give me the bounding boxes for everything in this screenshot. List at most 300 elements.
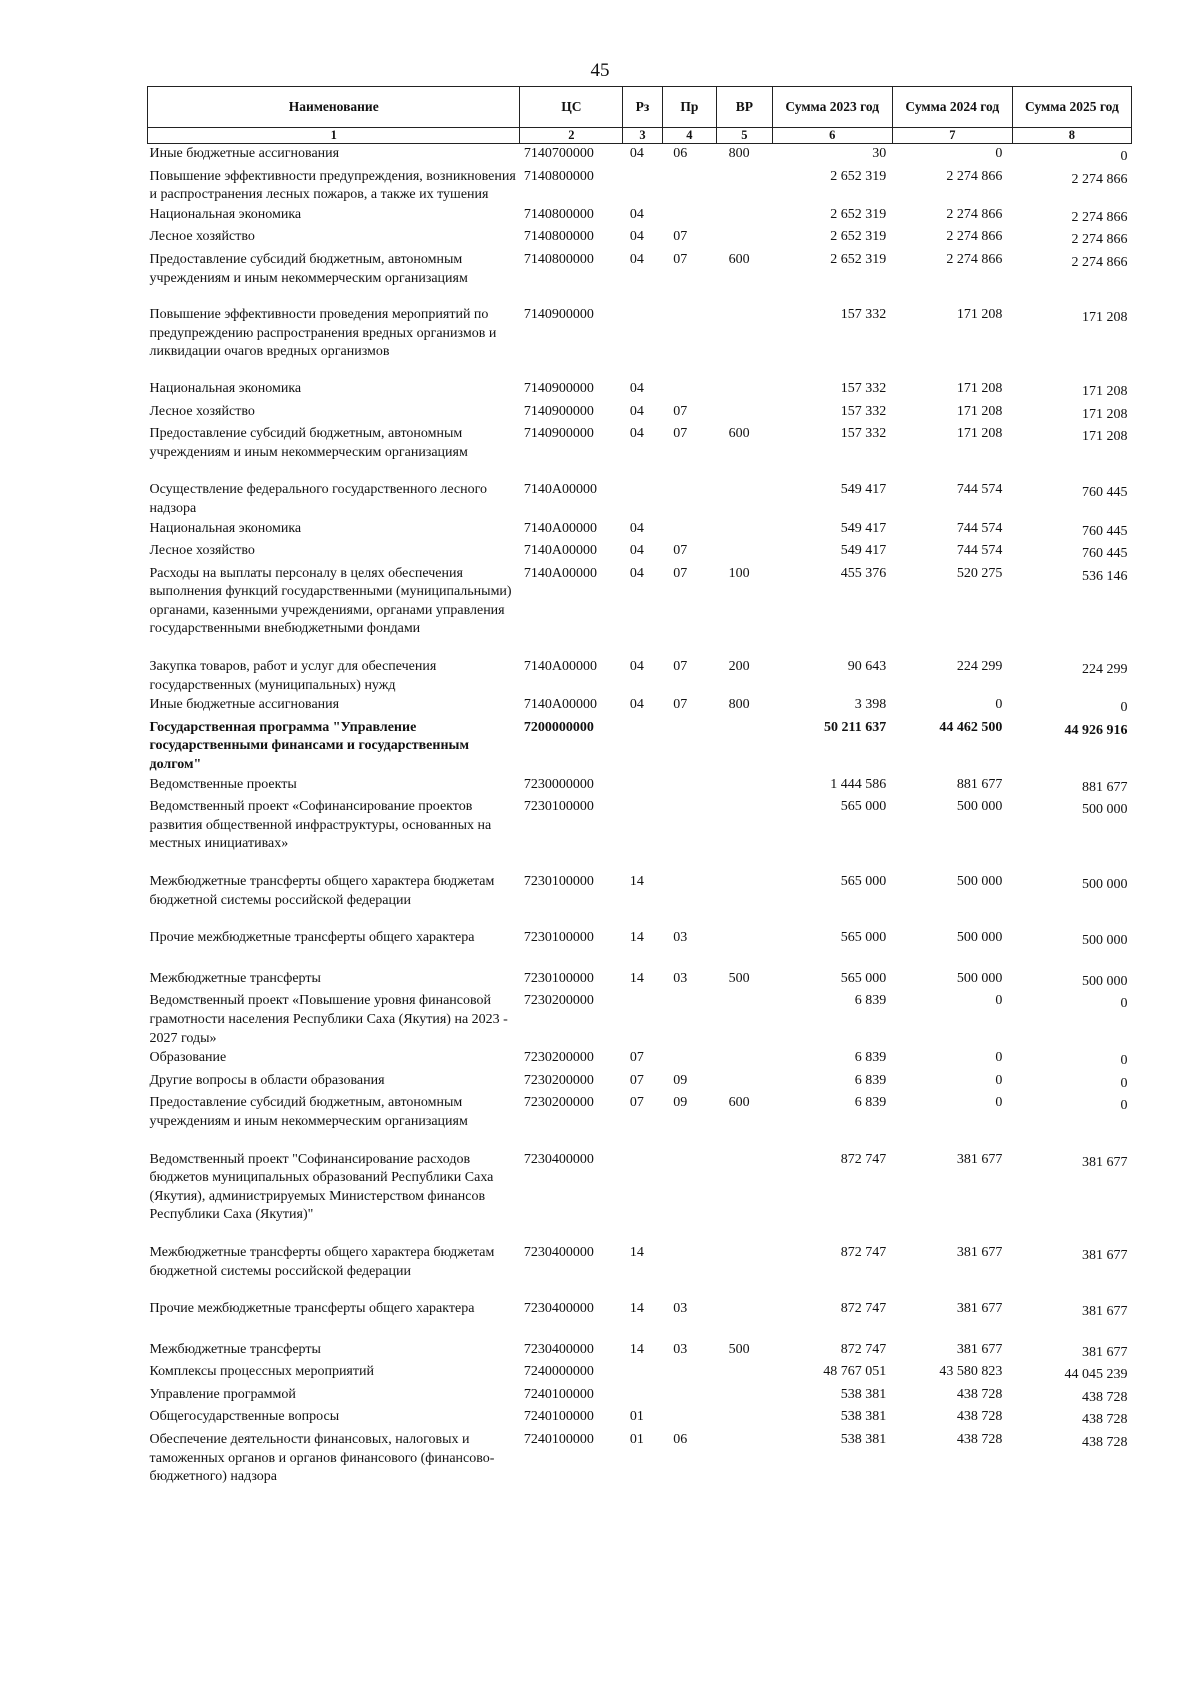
row-pr bbox=[662, 1385, 716, 1408]
row-sum-2024: 438 728 bbox=[956, 1386, 1003, 1402]
row-sum-2024: 520 275 bbox=[956, 565, 1003, 581]
table-row bbox=[148, 1048, 1132, 1071]
row-sum-2023: 6 839 bbox=[854, 1095, 887, 1111]
row-pr bbox=[662, 167, 716, 205]
row-vr bbox=[717, 1048, 773, 1071]
row-rz: 04 bbox=[629, 146, 644, 161]
row-name: Прочие межбюджетные трансферты общего характера bbox=[149, 1301, 475, 1317]
table-row bbox=[148, 144, 1132, 167]
row-rz bbox=[623, 991, 662, 1048]
row-code: 7230200000 bbox=[523, 1095, 594, 1111]
row-code: 7140900000 bbox=[523, 380, 594, 396]
row-sum-2025: 760 445 bbox=[1082, 485, 1128, 501]
row-rz: 14 bbox=[629, 1341, 644, 1357]
row-sum-2025: 2 274 866 bbox=[1071, 171, 1128, 187]
table-row bbox=[148, 227, 1132, 250]
row-sum-2023: 565 000 bbox=[840, 874, 887, 889]
row-sum-2024: 44 462 500 bbox=[939, 719, 1003, 735]
row-rz: 04 bbox=[629, 206, 644, 222]
row-code: 7230200000 bbox=[523, 1072, 594, 1088]
row-sum-2024: 0 bbox=[995, 1050, 1003, 1066]
row-sum-2024: 381 677 bbox=[956, 1151, 1003, 1167]
row-vr bbox=[717, 1362, 773, 1385]
row-sum-2023: 872 747 bbox=[840, 1244, 887, 1260]
row-sum-2025: 381 677 bbox=[1082, 1304, 1128, 1320]
row-name: Комплексы процессных мероприятий bbox=[149, 1364, 374, 1380]
row-name: Межбюджетные трансферты общего характера бюджетам бюджетной системы российской федерации bbox=[149, 874, 495, 908]
row-code: 7140900000 bbox=[523, 403, 594, 419]
row-sum-2024: 881 677 bbox=[956, 776, 1003, 792]
row-pr bbox=[662, 1150, 716, 1243]
row-rz: 14 bbox=[629, 1301, 644, 1317]
row-rz bbox=[623, 167, 662, 205]
table-body bbox=[148, 144, 1132, 1487]
row-name: Другие вопросы в области образования bbox=[149, 1072, 385, 1088]
row-pr: 07 bbox=[673, 251, 688, 267]
row-rz: 04 bbox=[629, 380, 644, 396]
table-row bbox=[148, 379, 1132, 402]
row-rz: 07 bbox=[629, 1050, 644, 1066]
row-pr: 09 bbox=[673, 1095, 688, 1111]
row-name: Лесное хозяйство bbox=[149, 403, 255, 419]
column-number: 4 bbox=[662, 128, 716, 144]
row-sum-2024: 224 299 bbox=[956, 659, 1003, 675]
row-sum-2023: 2 652 319 bbox=[830, 229, 887, 245]
row-rz bbox=[623, 305, 662, 379]
row-sum-2025: 500 000 bbox=[1082, 802, 1128, 818]
row-vr bbox=[717, 1407, 773, 1430]
row-code: 7140А00000 bbox=[523, 659, 598, 675]
row-sum-2023: 90 643 bbox=[847, 659, 887, 675]
row-vr bbox=[717, 1430, 773, 1487]
column-number: 2 bbox=[520, 128, 623, 144]
row-name: Закупка товаров, работ и услуг для обеспечения государственных (муниципальных) нужд bbox=[149, 659, 437, 693]
row-pr: 06 bbox=[673, 146, 688, 161]
row-sum-2023: 455 376 bbox=[840, 565, 887, 581]
row-code: 7140800000 bbox=[523, 206, 594, 222]
row-sum-2025: 0 bbox=[1120, 1098, 1128, 1114]
row-pr bbox=[662, 305, 716, 379]
row-pr bbox=[662, 1362, 716, 1385]
row-rz: 07 bbox=[629, 1095, 644, 1111]
row-rz: 14 bbox=[629, 970, 644, 986]
row-rz: 04 bbox=[629, 229, 644, 245]
row-pr bbox=[662, 205, 716, 228]
row-pr bbox=[662, 1407, 716, 1430]
row-sum-2023: 549 417 bbox=[840, 520, 887, 536]
table-row bbox=[148, 480, 1132, 518]
row-vr bbox=[717, 1150, 773, 1243]
row-sum-2025: 0 bbox=[1120, 1053, 1128, 1069]
row-sum-2023: 538 381 bbox=[840, 1409, 887, 1425]
row-sum-2025: 381 677 bbox=[1082, 1154, 1128, 1170]
row-sum-2024: 0 bbox=[995, 1072, 1003, 1088]
row-name: Государственная программа "Управление государственными финансами и государственным долгом" bbox=[149, 719, 469, 773]
row-vr bbox=[717, 519, 773, 542]
row-sum-2025: 881 677 bbox=[1082, 779, 1128, 795]
row-code: 7140700000 bbox=[523, 146, 594, 161]
row-sum-2025: 536 146 bbox=[1082, 568, 1128, 584]
row-sum-2023: 2 652 319 bbox=[830, 251, 887, 267]
row-vr: 800 bbox=[728, 697, 750, 713]
row-rz: 01 bbox=[629, 1432, 644, 1448]
row-name: Осуществление федерального государственного лесного надзора bbox=[149, 482, 487, 516]
row-sum-2024: 43 580 823 bbox=[939, 1364, 1003, 1380]
row-rz: 04 bbox=[629, 565, 644, 581]
row-sum-2023: 3 398 bbox=[854, 697, 887, 713]
row-name: Общегосударственные вопросы bbox=[149, 1409, 340, 1425]
row-name: Национальная экономика bbox=[149, 206, 302, 222]
row-sum-2024: 381 677 bbox=[956, 1341, 1003, 1357]
row-vr bbox=[717, 227, 773, 250]
row-vr: 500 bbox=[728, 970, 750, 986]
row-sum-2023: 538 381 bbox=[840, 1386, 887, 1402]
table-row bbox=[148, 1407, 1132, 1430]
row-pr: 09 bbox=[673, 1072, 688, 1088]
column-number: 1 bbox=[148, 128, 520, 144]
row-vr bbox=[717, 480, 773, 518]
row-rz: 04 bbox=[629, 403, 644, 419]
row-pr: 07 bbox=[673, 403, 688, 419]
table-row bbox=[148, 1071, 1132, 1094]
row-name: Прочие межбюджетные трансферты общего характера bbox=[149, 930, 475, 946]
table-row bbox=[148, 1362, 1132, 1385]
header-cs: ЦС bbox=[520, 87, 623, 128]
row-name: Предоставление субсидий бюджетным, автономным учреждениям и иным некоммерческим организациям bbox=[149, 426, 468, 460]
row-code: 7140800000 bbox=[523, 229, 594, 245]
row-rz: 01 bbox=[629, 1409, 644, 1425]
row-sum-2024: 0 bbox=[995, 146, 1003, 161]
row-pr bbox=[662, 1048, 716, 1071]
row-code: 7140900000 bbox=[523, 426, 594, 442]
row-sum-2025: 438 728 bbox=[1082, 1435, 1128, 1451]
row-code: 7230400000 bbox=[523, 1341, 594, 1357]
row-name: Управление программой bbox=[149, 1386, 296, 1402]
row-pr: 07 bbox=[673, 697, 688, 713]
row-vr bbox=[717, 1243, 773, 1299]
row-vr: 800 bbox=[728, 146, 750, 161]
row-name: Ведомственные проекты bbox=[149, 776, 297, 792]
column-number: 7 bbox=[892, 128, 1012, 144]
table-row bbox=[148, 250, 1132, 305]
table-row bbox=[148, 564, 1132, 657]
row-code: 7140А00000 bbox=[523, 565, 598, 581]
row-sum-2023: 6 839 bbox=[854, 1072, 887, 1088]
row-code: 7140А00000 bbox=[523, 697, 598, 713]
row-vr bbox=[717, 541, 773, 564]
row-vr bbox=[717, 402, 773, 425]
row-pr: 07 bbox=[673, 659, 688, 675]
row-sum-2025: 2 274 866 bbox=[1071, 254, 1128, 270]
row-code: 7230400000 bbox=[523, 1151, 594, 1167]
header-vr: ВР bbox=[717, 87, 773, 128]
column-number: 3 bbox=[623, 128, 662, 144]
row-code: 7240100000 bbox=[523, 1409, 594, 1425]
row-pr bbox=[662, 991, 716, 1048]
row-rz bbox=[623, 480, 662, 518]
row-pr: 07 bbox=[673, 229, 688, 245]
row-pr: 07 bbox=[673, 543, 688, 559]
row-sum-2023: 872 747 bbox=[840, 1151, 887, 1167]
row-vr bbox=[717, 1385, 773, 1408]
budget-table bbox=[147, 86, 1132, 1487]
row-rz: 04 bbox=[629, 697, 644, 713]
row-sum-2024: 744 574 bbox=[956, 520, 1003, 536]
row-sum-2025: 44 926 916 bbox=[1064, 722, 1128, 738]
row-sum-2025: 171 208 bbox=[1082, 406, 1128, 422]
header-sum-2025: Сумма 2025 год bbox=[1012, 87, 1131, 128]
row-code: 7230200000 bbox=[523, 1050, 594, 1066]
row-vr: 500 bbox=[728, 1341, 750, 1357]
row-code: 7140900000 bbox=[523, 307, 594, 323]
row-rz: 04 bbox=[629, 251, 644, 267]
row-sum-2023: 565 000 bbox=[840, 930, 887, 946]
table-row bbox=[148, 1385, 1132, 1408]
row-vr bbox=[717, 718, 773, 775]
table-row bbox=[148, 541, 1132, 564]
row-pr: 07 bbox=[673, 565, 688, 581]
row-sum-2025: 171 208 bbox=[1082, 310, 1128, 326]
row-sum-2023: 50 211 637 bbox=[824, 719, 887, 735]
row-name: Повышение эффективности предупреждения, возникновения и распространения лесных пожаров, а также их тушения bbox=[149, 168, 516, 203]
row-sum-2024: 500 000 bbox=[956, 799, 1003, 815]
row-vr: 100 bbox=[728, 565, 750, 581]
row-pr bbox=[662, 379, 716, 402]
row-sum-2023: 48 767 051 bbox=[823, 1364, 887, 1380]
row-pr bbox=[662, 797, 716, 872]
row-sum-2024: 2 274 866 bbox=[946, 206, 1003, 222]
row-rz bbox=[623, 775, 662, 798]
row-vr bbox=[717, 775, 773, 798]
table-row bbox=[148, 1299, 1132, 1340]
table-row bbox=[148, 718, 1132, 775]
table-row bbox=[148, 1093, 1132, 1149]
row-vr bbox=[717, 991, 773, 1048]
row-rz: 14 bbox=[629, 1244, 644, 1260]
row-name: Ведомственный проект «Софинансирование проектов развития общественной инфраструктуры, основанных на местных инициативах» bbox=[149, 799, 492, 852]
row-pr: 03 bbox=[673, 930, 688, 946]
table-row bbox=[148, 872, 1132, 928]
row-sum-2025: 44 045 239 bbox=[1064, 1367, 1128, 1383]
row-code: 7140800000 bbox=[523, 251, 594, 267]
row-sum-2023: 2 652 319 bbox=[830, 206, 887, 222]
row-sum-2024: 171 208 bbox=[956, 403, 1003, 419]
row-name: Образование bbox=[149, 1050, 227, 1066]
row-sum-2025: 381 677 bbox=[1082, 1247, 1128, 1263]
row-sum-2025: 171 208 bbox=[1082, 383, 1128, 399]
row-vr bbox=[717, 1071, 773, 1094]
row-sum-2025: 500 000 bbox=[1082, 973, 1128, 989]
row-sum-2024: 0 bbox=[995, 697, 1003, 713]
row-code: 7140А00000 bbox=[523, 520, 598, 536]
row-code: 7140А00000 bbox=[523, 482, 598, 498]
row-sum-2024: 2 274 866 bbox=[946, 229, 1003, 245]
row-sum-2023: 872 747 bbox=[840, 1301, 887, 1317]
row-sum-2023: 157 332 bbox=[840, 426, 887, 442]
table-row bbox=[148, 167, 1132, 205]
row-sum-2024: 438 728 bbox=[956, 1432, 1003, 1448]
row-sum-2025: 0 bbox=[1120, 1075, 1128, 1091]
row-sum-2025: 760 445 bbox=[1082, 523, 1128, 539]
row-sum-2025: 0 bbox=[1120, 149, 1128, 164]
row-sum-2023: 565 000 bbox=[840, 799, 887, 815]
row-pr bbox=[662, 872, 716, 928]
row-sum-2023: 549 417 bbox=[840, 482, 887, 498]
row-sum-2023: 538 381 bbox=[840, 1432, 887, 1448]
row-sum-2023: 1 444 586 bbox=[830, 776, 887, 792]
row-pr bbox=[662, 718, 716, 775]
row-rz bbox=[623, 1150, 662, 1243]
row-code: 7240100000 bbox=[523, 1386, 594, 1402]
row-vr bbox=[717, 872, 773, 928]
row-vr bbox=[717, 205, 773, 228]
row-vr bbox=[717, 797, 773, 872]
table-row bbox=[148, 1243, 1132, 1299]
row-name: Ведомственный проект "Софинансирование расходов бюджетов муниципальных образований Республики Саха (Якутия), администрируемых Министерством финансов Республики Саха (Якутия)" bbox=[149, 1151, 494, 1223]
row-sum-2024: 438 728 bbox=[956, 1409, 1003, 1425]
row-sum-2025: 2 274 866 bbox=[1071, 209, 1128, 225]
row-vr: 200 bbox=[728, 659, 750, 675]
row-pr: 03 bbox=[673, 1341, 688, 1357]
row-name: Предоставление субсидий бюджетным, автономным учреждениям и иным некоммерческим организациям bbox=[149, 1095, 468, 1129]
row-code: 7240000000 bbox=[523, 1364, 594, 1380]
row-code: 7230100000 bbox=[523, 799, 594, 815]
row-rz: 14 bbox=[629, 930, 644, 946]
header-pr: Пр bbox=[662, 87, 716, 128]
row-pr: 06 bbox=[673, 1432, 688, 1448]
row-sum-2024: 381 677 bbox=[956, 1244, 1003, 1260]
row-vr bbox=[717, 379, 773, 402]
row-sum-2025: 224 299 bbox=[1082, 662, 1128, 678]
row-sum-2024: 500 000 bbox=[956, 930, 1003, 946]
row-name: Национальная экономика bbox=[149, 380, 302, 396]
row-pr: 07 bbox=[673, 426, 688, 442]
row-code: 7140800000 bbox=[523, 168, 594, 184]
row-vr: 600 bbox=[728, 426, 750, 442]
row-code: 7140А00000 bbox=[523, 543, 598, 559]
row-sum-2025: 171 208 bbox=[1082, 429, 1128, 445]
row-rz: 04 bbox=[629, 659, 644, 675]
row-code: 7230100000 bbox=[523, 930, 594, 946]
row-name: Межбюджетные трансферты общего характера бюджетам бюджетной системы российской федерации bbox=[149, 1244, 495, 1279]
row-code: 7230100000 bbox=[523, 970, 594, 986]
table-row bbox=[148, 775, 1132, 798]
row-sum-2025: 2 274 866 bbox=[1071, 232, 1128, 248]
row-sum-2023: 549 417 bbox=[840, 543, 887, 559]
row-code: 7230400000 bbox=[523, 1244, 594, 1260]
header-rz: Рз bbox=[623, 87, 662, 128]
row-code: 7230000000 bbox=[523, 776, 594, 792]
row-vr bbox=[717, 167, 773, 205]
column-number: 6 bbox=[772, 128, 892, 144]
row-rz: 14 bbox=[629, 874, 644, 889]
row-pr bbox=[662, 480, 716, 518]
row-code: 7230400000 bbox=[523, 1301, 594, 1317]
row-name: Лесное хозяйство bbox=[149, 543, 255, 559]
row-sum-2025: 438 728 bbox=[1082, 1412, 1128, 1428]
row-vr bbox=[717, 1299, 773, 1340]
table-header bbox=[148, 87, 1132, 144]
row-sum-2024: 171 208 bbox=[956, 307, 1003, 323]
table-row bbox=[148, 424, 1132, 480]
column-number: 5 bbox=[717, 128, 773, 144]
row-sum-2025: 381 677 bbox=[1082, 1344, 1128, 1360]
row-sum-2024: 171 208 bbox=[956, 380, 1003, 396]
table-row bbox=[148, 1430, 1132, 1487]
row-sum-2025: 438 728 bbox=[1082, 1389, 1128, 1405]
page-number: 45 bbox=[590, 60, 610, 81]
row-sum-2024: 500 000 bbox=[956, 970, 1003, 986]
row-vr: 600 bbox=[728, 251, 750, 267]
row-sum-2024: 0 bbox=[995, 993, 1003, 1009]
row-rz bbox=[623, 797, 662, 872]
row-sum-2023: 157 332 bbox=[840, 307, 887, 323]
row-rz: 04 bbox=[629, 520, 644, 536]
table-row bbox=[148, 797, 1132, 872]
row-sum-2024: 381 677 bbox=[956, 1301, 1003, 1317]
table-row bbox=[148, 305, 1132, 379]
table-row bbox=[148, 205, 1132, 228]
table-row bbox=[148, 657, 1132, 695]
header-sum-2023: Сумма 2023 год bbox=[772, 87, 892, 128]
table-row bbox=[148, 969, 1132, 992]
row-sum-2024: 744 574 bbox=[956, 543, 1003, 559]
row-code: 7230100000 bbox=[523, 874, 594, 889]
row-vr bbox=[717, 928, 773, 969]
row-sum-2024: 2 274 866 bbox=[946, 251, 1003, 267]
table-row bbox=[148, 402, 1132, 425]
row-sum-2023: 872 747 bbox=[840, 1341, 887, 1357]
row-name: Национальная экономика bbox=[149, 520, 302, 536]
row-code: 7230200000 bbox=[523, 993, 594, 1009]
row-sum-2023: 157 332 bbox=[840, 380, 887, 396]
row-vr bbox=[717, 305, 773, 379]
row-name: Повышение эффективности проведения мероприятий по предупреждению распространения вредных организмов и ликвидации очагов вредных организмов bbox=[149, 307, 497, 360]
row-sum-2025: 0 bbox=[1120, 996, 1128, 1012]
row-name: Межбюджетные трансферты bbox=[149, 1341, 321, 1357]
row-sum-2024: 2 274 866 bbox=[946, 168, 1003, 184]
row-rz: 07 bbox=[629, 1072, 644, 1088]
row-name: Лесное хозяйство bbox=[149, 229, 255, 245]
row-sum-2023: 30 bbox=[872, 146, 887, 161]
row-vr: 600 bbox=[728, 1095, 750, 1111]
row-sum-2023: 6 839 bbox=[854, 993, 887, 1009]
row-rz: 04 bbox=[629, 543, 644, 559]
table-row bbox=[148, 1340, 1132, 1363]
table-row bbox=[148, 991, 1132, 1048]
row-name: Обеспечение деятельности финансовых, налоговых и таможенных органов и органов финансового (финансово-бюджетного) надзора bbox=[149, 1432, 495, 1485]
row-rz bbox=[623, 1385, 662, 1408]
row-pr: 03 bbox=[673, 970, 688, 986]
header-name: Наименование bbox=[148, 87, 520, 128]
row-name: Межбюджетные трансферты bbox=[149, 970, 321, 986]
row-code: 7240100000 bbox=[523, 1432, 594, 1448]
row-sum-2025: 0 bbox=[1120, 700, 1128, 716]
table-row bbox=[148, 519, 1132, 542]
row-pr bbox=[662, 775, 716, 798]
row-rz bbox=[623, 718, 662, 775]
row-rz bbox=[623, 1362, 662, 1385]
column-number: 8 bbox=[1012, 128, 1131, 144]
row-sum-2023: 157 332 bbox=[840, 403, 887, 419]
table-row bbox=[148, 1150, 1132, 1243]
row-sum-2024: 0 bbox=[995, 1095, 1003, 1111]
row-name: Предоставление субсидий бюджетным, автономным учреждениям и иным некоммерческим организациям bbox=[149, 251, 468, 286]
row-code: 7200000000 bbox=[523, 719, 594, 735]
row-rz: 04 bbox=[629, 426, 644, 442]
row-sum-2023: 6 839 bbox=[854, 1050, 887, 1066]
row-sum-2024: 744 574 bbox=[956, 482, 1003, 498]
